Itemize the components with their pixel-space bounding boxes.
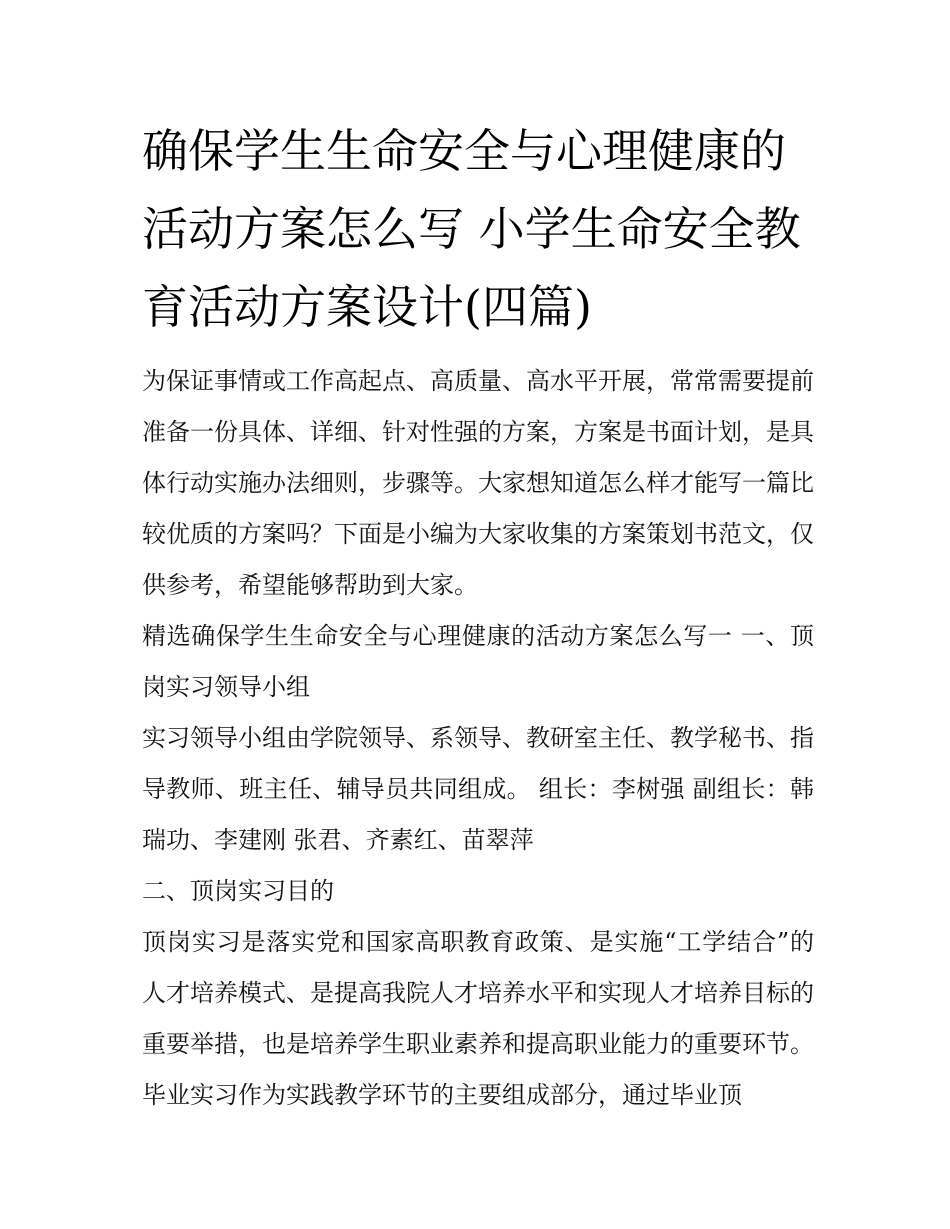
paragraph-section-heading-2: 二、顶岗实习目的 — [142, 877, 334, 905]
paragraph-intro: 为保证事情或工作高起点、高质量、高水平开展，常常需要提前准备一份具体、详细、针对性强的方案，方案是书面计划，是具体行动实施办法细则，步骤等。大家想知道怎么样才能写一篇比较优质的方案吗？下面是小编为大家收集的方案策划书范文，仅供参考，希望能够帮助到大家。 — [142, 367, 814, 599]
paragraph-section-heading-1: 精选确保学生生命安全与心理健康的活动方案怎么写一 一、顶岗实习领导小组 — [142, 622, 814, 701]
paragraph-internship-purpose: 顶岗实习是落实党和国家高职教育政策、是实施“工学结合”的人才培养模式、是提高我院人才培养水平和实现人才培养目标的重要举措，也是培养学生职业素养和提高职业能力的重要环节。毕业实习作为实践教学环节的主要组成部分，通过毕业顶 — [142, 928, 814, 1109]
paragraph-leadership-group: 实习领导小组由学院领导、系领导、教研室主任、教学秘书、指导教师、班主任、辅导员共同组成。 组长：李树强 副组长：韩瑞功、李建刚 张君、齐素红、苗翠萍 — [142, 724, 814, 854]
document-title: 确保学生生命安全与心理健康的活动方案怎么写 小学生命安全教育活动方案设计(四篇) — [142, 124, 801, 334]
document-body — [142, 112, 814, 1121]
